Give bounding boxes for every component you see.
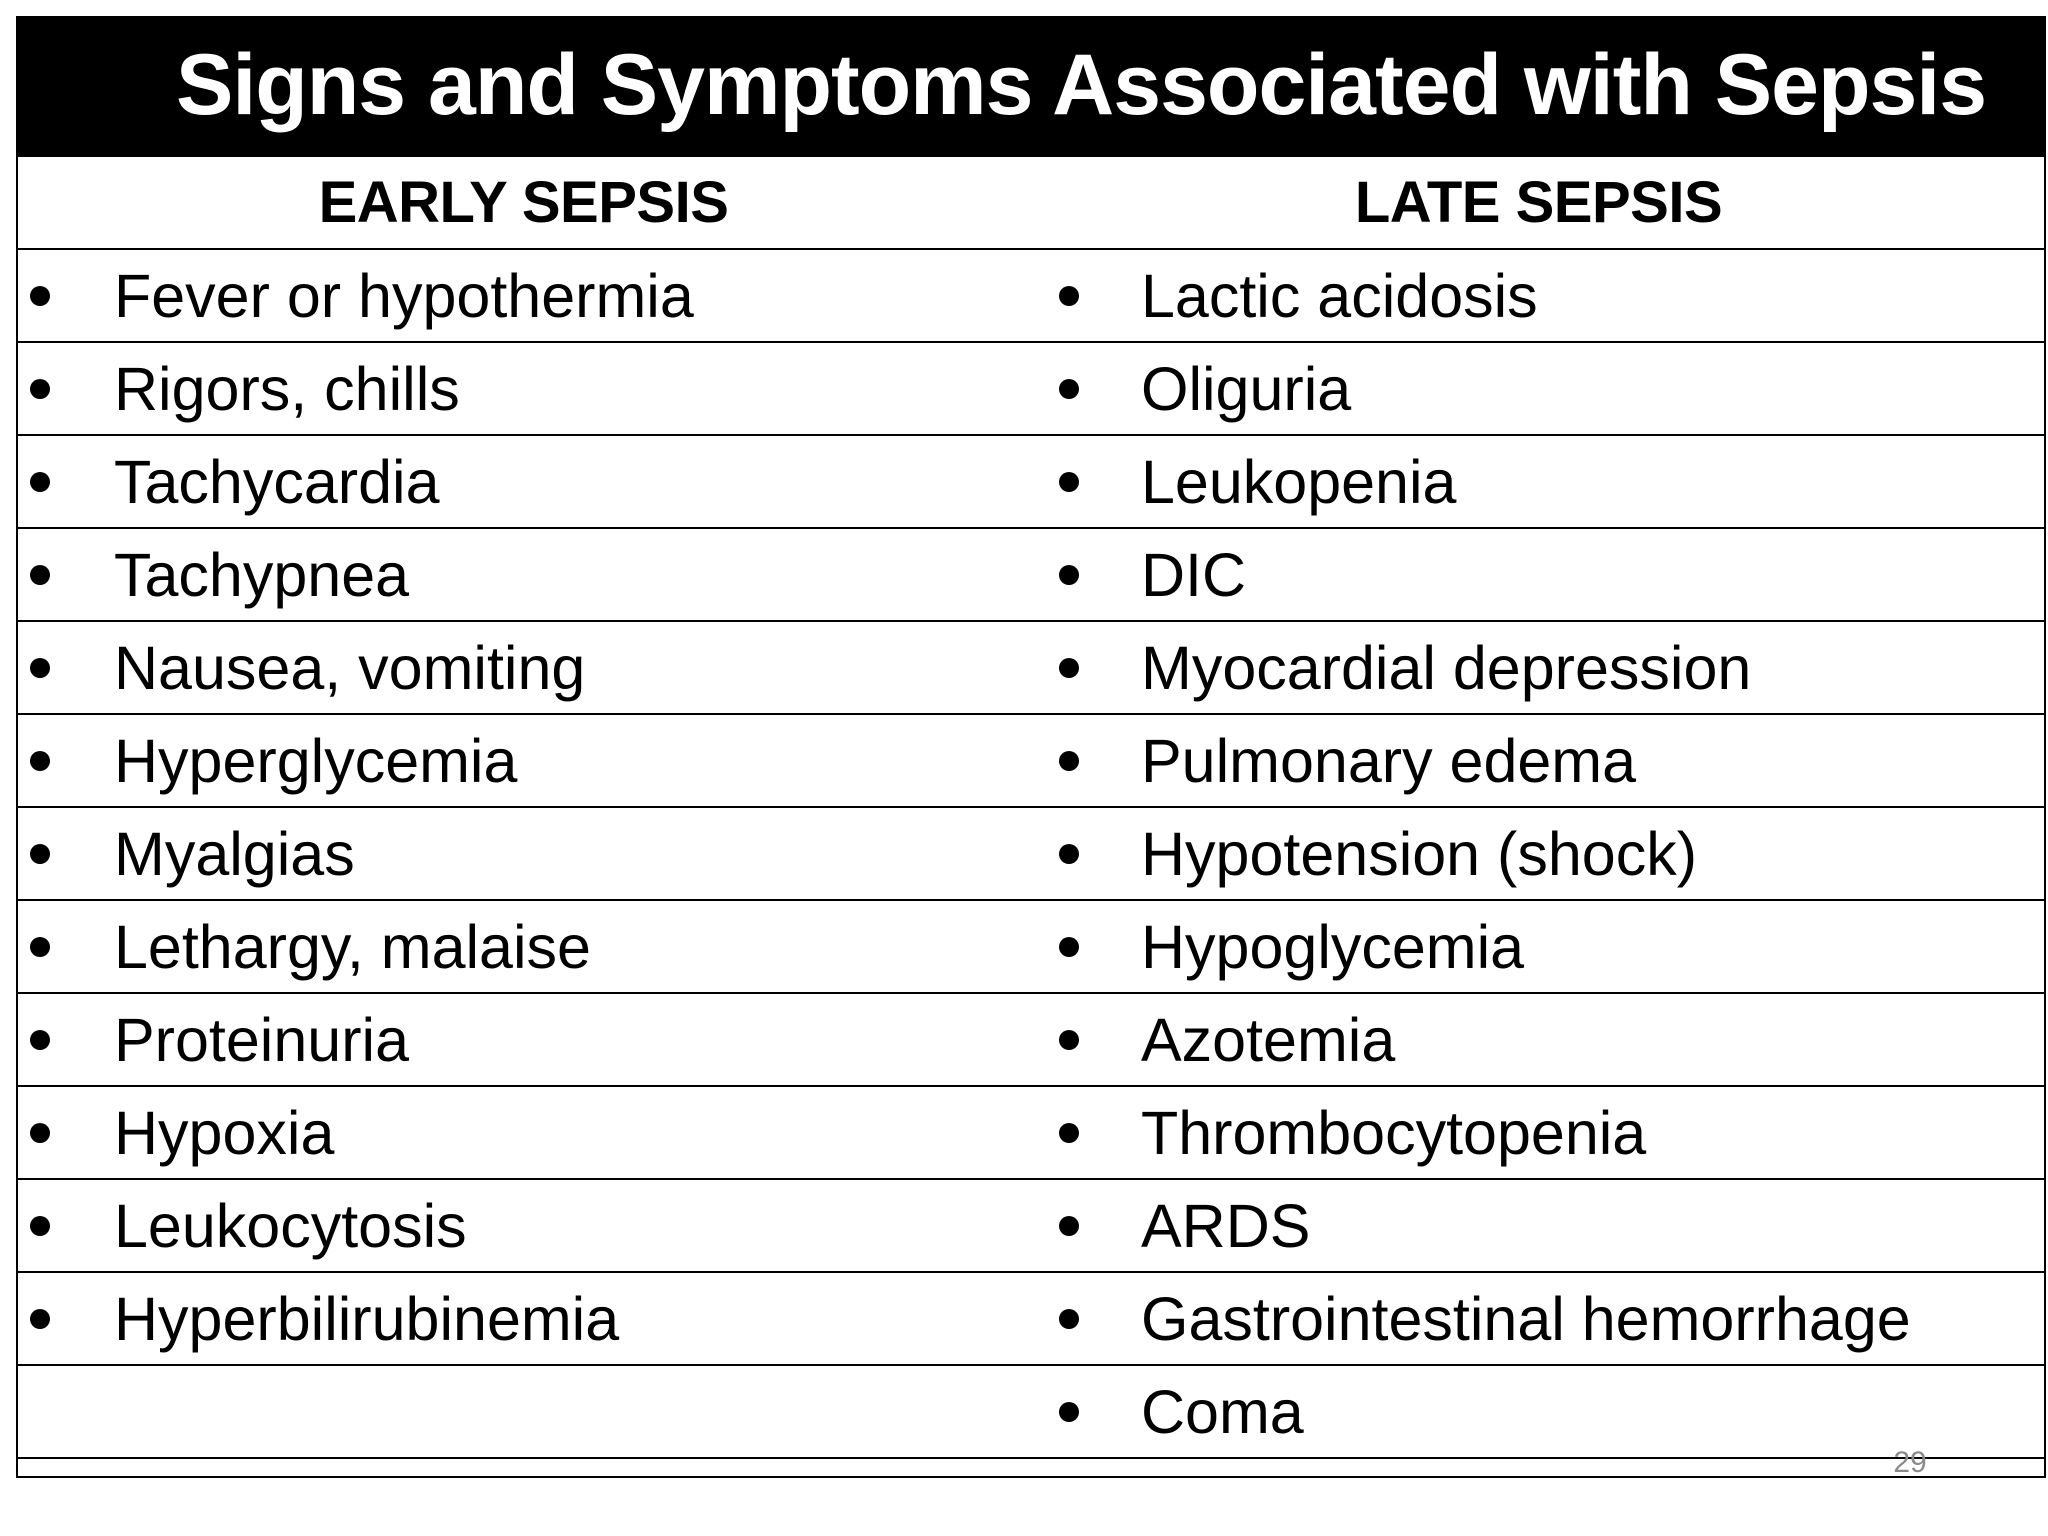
early-item: Hyperglycemia: [114, 726, 518, 795]
early-cell: [16, 1179, 1031, 1272]
late-cell: [1031, 1272, 2046, 1365]
early-item: Hypoxia: [114, 1098, 335, 1167]
late-item: Azotemia: [1141, 1005, 1396, 1074]
early-sepsis-header: EARLY SEPSIS: [16, 156, 1031, 249]
early-item: Leukocytosis: [114, 1191, 467, 1260]
late-cell: [1031, 342, 2046, 435]
bullet-icon: [1059, 472, 1079, 492]
late-cell: [1031, 1179, 2046, 1272]
table-row: [16, 1086, 2046, 1179]
page-number: 29: [1893, 1446, 1927, 1479]
late-item: ARDS: [1141, 1191, 1311, 1260]
bullet-icon: [1059, 751, 1079, 771]
late-sepsis-header: LATE SEPSIS: [1031, 156, 2046, 249]
late-item: Hypoglycemia: [1141, 912, 1525, 981]
late-item: Lactic acidosis: [1141, 261, 1538, 330]
bullet-icon: [30, 844, 50, 864]
table-row: [16, 993, 2046, 1086]
bullet-icon: [1059, 937, 1079, 957]
bullet-icon: [1059, 565, 1079, 585]
early-cell: [16, 900, 1031, 993]
bullet-icon: [30, 1309, 50, 1329]
early-cell: [16, 1086, 1031, 1179]
sepsis-table: [16, 155, 2046, 1459]
late-item: Thrombocytopenia: [1141, 1098, 1647, 1167]
bullet-icon: [1059, 1030, 1079, 1050]
early-cell: [16, 1272, 1031, 1365]
title-bar: [16, 16, 2046, 155]
late-cell: [1031, 714, 2046, 807]
table-row: [16, 621, 2046, 714]
late-cell: [1031, 621, 2046, 714]
bullet-icon: [1059, 286, 1079, 306]
table-row: [16, 435, 2046, 528]
early-item: Myalgias: [114, 819, 355, 888]
bullet-icon: [30, 1216, 50, 1236]
header-row: [16, 156, 2046, 249]
table-row: [16, 249, 2046, 342]
early-cell: [16, 621, 1031, 714]
bullet-icon: [30, 937, 50, 957]
bullet-icon: [1059, 1402, 1079, 1422]
late-item: Gastrointestinal hemorrhage: [1141, 1284, 1911, 1353]
early-item: Fever or hypothermia: [114, 261, 694, 330]
early-cell: [16, 435, 1031, 528]
bullet-icon: [1059, 1216, 1079, 1236]
bullet-icon: [30, 565, 50, 585]
early-item: Nausea, vomiting: [114, 633, 586, 702]
bullet-icon: [30, 286, 50, 306]
table-row: [16, 714, 2046, 807]
late-cell: [1031, 1086, 2046, 1179]
early-item: Tachypnea: [114, 540, 410, 609]
table-row: [16, 528, 2046, 621]
late-item: Myocardial depression: [1141, 633, 1752, 702]
late-item: Hypotension (shock): [1141, 819, 1698, 888]
early-cell: [16, 714, 1031, 807]
table-row: [16, 1365, 2046, 1458]
late-item: Oliguria: [1141, 354, 1352, 423]
late-cell: [1031, 1365, 2046, 1458]
late-item: Leukopenia: [1141, 447, 1457, 516]
late-item: DIC: [1141, 540, 1247, 609]
early-item: Hyperbilirubinemia: [114, 1284, 620, 1353]
early-cell: [16, 993, 1031, 1086]
late-item: Coma: [1141, 1377, 1304, 1446]
early-cell: [16, 807, 1031, 900]
early-cell: [16, 528, 1031, 621]
bullet-icon: [1059, 1123, 1079, 1143]
late-cell: [1031, 528, 2046, 621]
early-cell-empty: [16, 1365, 1031, 1458]
bullet-icon: [1059, 844, 1079, 864]
early-item: Rigors, chills: [114, 354, 460, 423]
bullet-icon: [30, 379, 50, 399]
bullet-icon: [1059, 658, 1079, 678]
early-cell: [16, 342, 1031, 435]
bullet-icon: [30, 472, 50, 492]
bullet-icon: [30, 1030, 50, 1050]
table-row: [16, 342, 2046, 435]
bullet-icon: [1059, 1309, 1079, 1329]
early-item: Proteinuria: [114, 1005, 409, 1074]
late-cell: [1031, 807, 2046, 900]
bullet-icon: [1059, 379, 1079, 399]
table-row: [16, 1179, 2046, 1272]
late-cell: [1031, 993, 2046, 1086]
late-item: Pulmonary edema: [1141, 726, 1637, 795]
table-row: [16, 900, 2046, 993]
bullet-icon: [30, 658, 50, 678]
bullet-icon: [30, 751, 50, 771]
slide-title: Signs and Symptoms Associated with Sepsis: [175, 37, 1987, 133]
early-item: Lethargy, malaise: [114, 912, 591, 981]
table-row: [16, 807, 2046, 900]
bullet-icon: [30, 1123, 50, 1143]
late-cell: [1031, 900, 2046, 993]
late-cell: [1031, 435, 2046, 528]
early-cell: [16, 249, 1031, 342]
table-row: [16, 1272, 2046, 1365]
early-item: Tachycardia: [114, 447, 440, 516]
late-cell: [1031, 249, 2046, 342]
